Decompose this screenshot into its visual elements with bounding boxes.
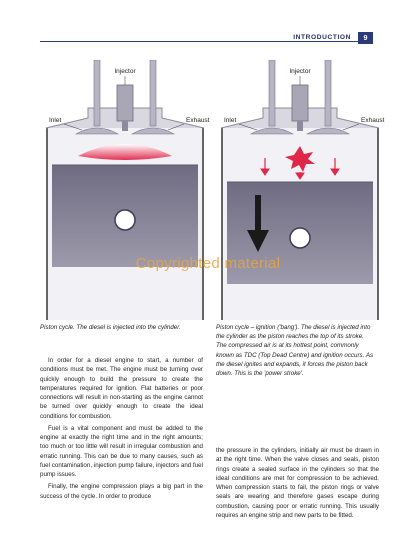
figure-caption-left: Piston cycle. The diesel is injected into the cylinder. (40, 324, 181, 331)
inlet-valve-stem (94, 60, 100, 126)
header-rule (40, 41, 370, 42)
paragraph: Fuel is a vital component and must be added to the engine at exactly the right time and in the right amounts; too much or too little will result in irregular combustion and erratic running. This can be due to many causes, such as fuel contamination, injection pump failure, injectors and fuel pump issues. (40, 424, 203, 478)
inlet-label: Inlet (49, 117, 62, 124)
exhaust-label: Exhaust (186, 117, 210, 124)
figure-injection (38, 60, 213, 320)
ignition-diagram (213, 60, 388, 320)
inlet-label: Inlet (224, 117, 237, 124)
injector-body (292, 85, 308, 121)
injector-label: Injector (114, 68, 136, 75)
cylinder-wall-left (221, 128, 223, 320)
gudgeon-pin (290, 228, 310, 248)
body-column-right (216, 446, 379, 523)
body-column-left (40, 356, 203, 504)
figure-ignition (213, 60, 388, 320)
figure-caption-right: Piston cycle – ignition ('bang'). The diesel is injected into the cylinder as the piston reaches the top of its stroke. The compressed air is at its hottest point, commonly known as TDC (Top Dead Centre) and ignition occurs. As the diesel ignites and expands, it forces the piston back down. This is the 'power stroke'. (216, 324, 374, 378)
injector-tip (122, 121, 128, 131)
gudgeon-pin (115, 210, 135, 230)
injector-tip (297, 121, 303, 131)
section-title: INTRODUCTION (290, 34, 354, 41)
injector-label: Injector (289, 68, 311, 75)
inlet-valve-stem (269, 60, 275, 126)
cylinder-wall-right (202, 128, 204, 320)
exhaust-valve-stem (325, 60, 331, 126)
exhaust-valve-stem (150, 60, 156, 126)
page-number-badge: 9 (358, 32, 373, 44)
exhaust-label: Exhaust (361, 117, 385, 124)
copyright-watermark: Copyrighted material (135, 255, 281, 272)
paragraph: the pressure in the cylinders, initially air must be drawn in at the right time. When the valve closes and seals, piston rings create a sealed surface in the cylinders so that the ideal conditions are met for compression to be achieved. When compression starts to fail, the piston rings or valve seals are wearing and therefore gases escape during combustion, causing poor or erratic running. This usually requires an engine strip and new parts to be fitted. (216, 447, 379, 519)
cylinder-wall-left (46, 128, 48, 320)
paragraph: Finally, the engine compression plays a big part in the success of the cycle. In order to produce (40, 483, 203, 500)
paragraph: In order for a diesel engine to start, a number of conditions must be met. The engine must be turning over quickly enough to build the pressure to create the temperatures required for ignition. Flat batteries or poor connections will result in non-starting as the engine cannot be turned over quickly enough to create the ideal conditions for combustion. (40, 357, 203, 420)
cylinder-wall-right (377, 128, 379, 320)
injection-diagram (38, 60, 213, 320)
injector-body (117, 85, 133, 121)
